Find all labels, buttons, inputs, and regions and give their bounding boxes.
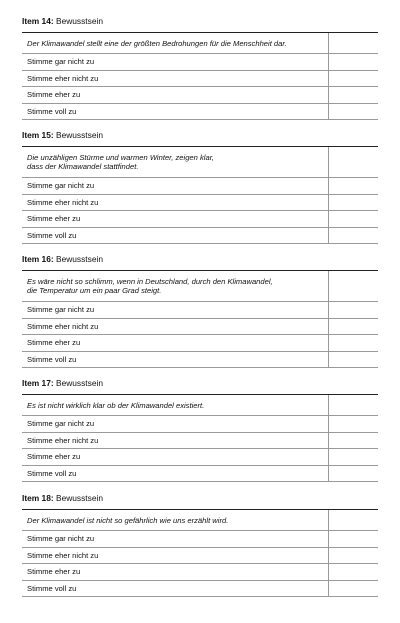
option-row [22,87,378,104]
statement-answer-cell [328,510,378,531]
item-heading [22,378,378,388]
item-17 [22,378,378,478]
answer-checkbox-cell[interactable] [328,103,378,120]
option-row [22,70,378,87]
option-row [22,449,378,466]
answer-checkbox-cell[interactable] [328,416,378,433]
statement-line: dass der Klimawandel stattfindet. [27,162,139,171]
item-heading [22,130,378,140]
option-row [22,318,378,335]
answer-checkbox-cell[interactable] [328,351,378,368]
answer-checkbox-cell[interactable] [328,318,378,335]
answer-checkbox-cell[interactable] [328,547,378,564]
option-row [22,547,378,564]
option-row [22,432,378,449]
item-number: Item 16: [22,254,54,264]
option-label: Stimme voll zu [22,465,328,482]
statement-line: Die unzähligen Stürme und warmen Winter, zeigen klar, [27,153,214,162]
option-row [22,416,378,433]
option-row [22,211,378,228]
answer-checkbox-cell[interactable] [328,302,378,319]
answer-checkbox-cell[interactable] [328,211,378,228]
item-number: Item 17: [22,378,54,388]
option-label: Stimme eher zu [22,449,328,466]
item-table [22,32,378,120]
answer-checkbox-cell[interactable] [328,87,378,104]
answer-checkbox-cell[interactable] [328,449,378,466]
statement-row [22,510,378,531]
answer-checkbox-cell[interactable] [328,54,378,71]
option-row [22,103,378,120]
option-label: Stimme voll zu [22,227,328,244]
statement-row [22,395,378,416]
option-row [22,531,378,548]
statement-text [22,271,328,302]
statement-text [22,510,328,531]
answer-checkbox-cell[interactable] [328,227,378,244]
answer-checkbox-cell[interactable] [328,465,378,482]
statement-line: Der Klimawandel ist nicht so gefährlich wie uns erzählt wird. [27,515,229,525]
statement-row [22,33,378,54]
option-row [22,302,378,319]
statement-row [22,147,378,178]
item-category: Bewusstsein [55,254,103,264]
option-label: Stimme gar nicht zu [22,54,328,71]
item-category: Bewusstsein [55,493,103,503]
option-label: Stimme voll zu [22,351,328,368]
option-label: Stimme gar nicht zu [22,531,328,548]
item-table [22,270,378,368]
item-18 [22,493,378,593]
statement-text [22,33,328,54]
item-15 [22,130,378,240]
option-label: Stimme eher nicht zu [22,194,328,211]
statement-text [22,147,328,178]
item-category: Bewusstsein [55,378,103,388]
option-label: Stimme eher nicht zu [22,318,328,335]
option-label: Stimme eher zu [22,211,328,228]
option-row [22,227,378,244]
option-label: Stimme gar nicht zu [22,416,328,433]
option-label: Stimme eher nicht zu [22,70,328,87]
item-14 [22,16,378,116]
statement-line: Es wäre nicht so schlimm, wenn in Deutschland, durch den Klimawandel, [27,277,273,286]
item-table [22,509,378,597]
answer-checkbox-cell[interactable] [328,432,378,449]
statement-line: die Temperatur um ein paar Grad steigt. [27,286,162,295]
option-row [22,54,378,71]
item-number: Item 18: [22,493,54,503]
option-label: Stimme gar nicht zu [22,178,328,195]
statement-row [22,271,378,302]
option-label: Stimme eher zu [22,564,328,581]
statement-answer-cell [328,395,378,416]
option-row [22,580,378,597]
answer-checkbox-cell[interactable] [328,580,378,597]
answer-checkbox-cell[interactable] [328,194,378,211]
option-label: Stimme voll zu [22,580,328,597]
option-label: Stimme eher nicht zu [22,547,328,564]
option-label: Stimme eher zu [22,335,328,352]
item-category: Bewusstsein [55,16,103,26]
option-label: Stimme voll zu [22,103,328,120]
option-label: Stimme eher zu [22,87,328,104]
statement-line: Es ist nicht wirklich klar ob der Klimawandel existiert. [27,400,205,410]
answer-checkbox-cell[interactable] [328,335,378,352]
item-heading [22,16,378,26]
option-row [22,194,378,211]
answer-checkbox-cell[interactable] [328,70,378,87]
answer-checkbox-cell[interactable] [328,564,378,581]
option-label: Stimme eher nicht zu [22,432,328,449]
option-row [22,465,378,482]
item-heading [22,493,378,503]
option-row [22,351,378,368]
statement-text [22,395,328,416]
statement-line: Der Klimawandel stellt eine der größten Bedrohungen für die Menschheit dar. [27,38,287,48]
item-number: Item 14: [22,16,54,26]
option-row [22,564,378,581]
item-table [22,146,378,244]
answer-checkbox-cell[interactable] [328,531,378,548]
item-category: Bewusstsein [55,130,103,140]
statement-answer-cell [328,147,378,178]
item-number: Item 15: [22,130,54,140]
option-row [22,335,378,352]
statement-answer-cell [328,33,378,54]
answer-checkbox-cell[interactable] [328,178,378,195]
statement-answer-cell [328,271,378,302]
item-16 [22,254,378,364]
item-table [22,394,378,482]
item-heading [22,254,378,264]
option-row [22,178,378,195]
option-label: Stimme gar nicht zu [22,302,328,319]
